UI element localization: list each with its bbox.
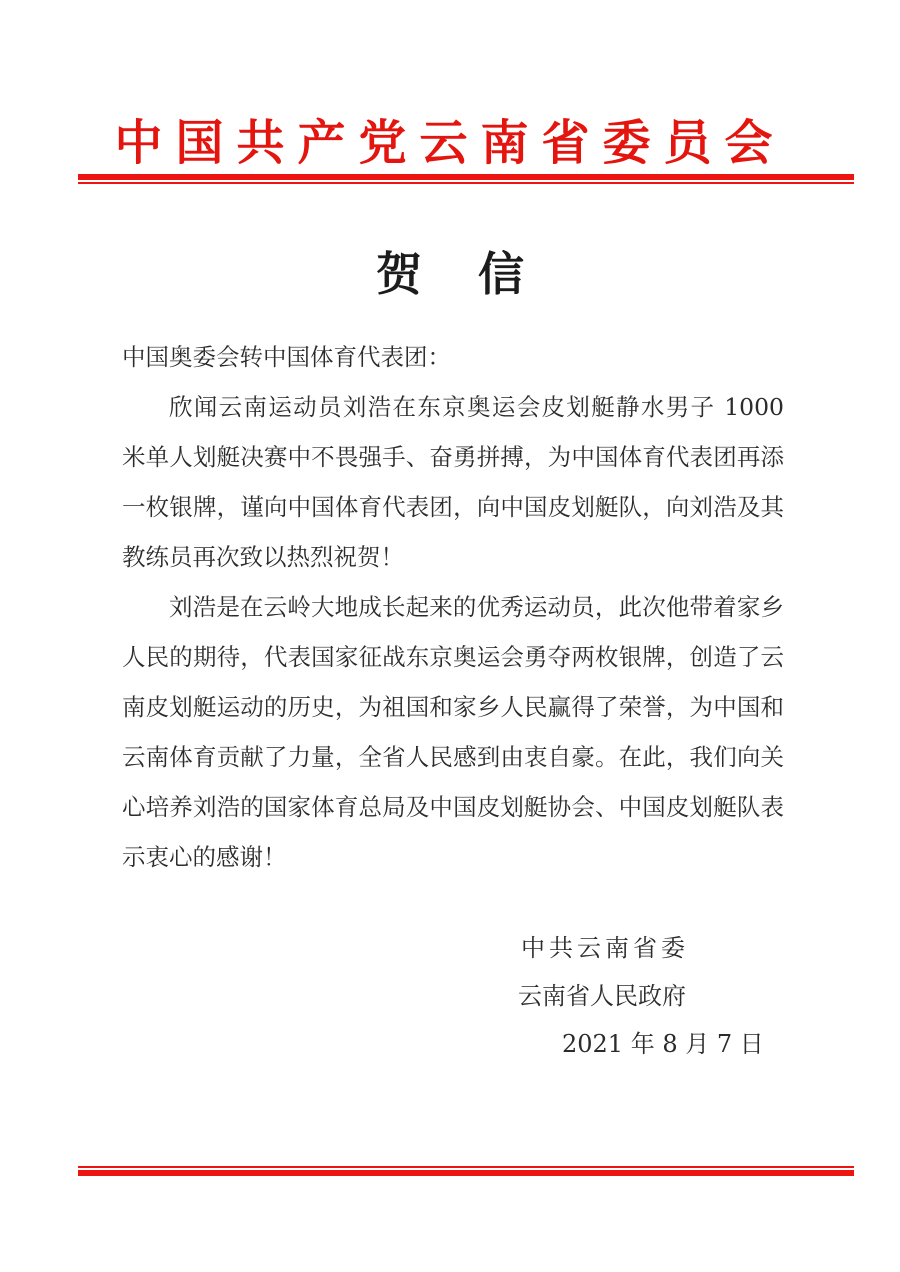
document-title [0,238,900,304]
bottom-rule-thick-line [78,1170,854,1176]
salutation: 中国奥委会转中国体育代表团： [122,343,451,371]
signature-date: 2021 年 8 月 7 日 [562,1030,764,1058]
title-char-2: 信 [478,247,524,301]
letter-body [122,332,784,882]
bottom-double-rule [78,1166,854,1176]
body-paragraph-2: 刘浩是在云岭大地成长起来的优秀运动员，此次他带着家乡人民的期待，代表国家征战东京奥运会勇夺两枚银牌，创造了云南皮划艇运动的历史，为祖国和家乡人民赢得了荣誉，为中国和云南体育贡献了力量，全省人民感到由衷自豪。在此，我们向关心培养刘浩的国家体育总局及中国皮划艇协会、中国皮划艇队表示衷心的感谢！ [122,593,784,871]
signature-party-committee: 中共云南省委 [521,934,689,962]
top-double-rule [78,174,854,184]
title-char-1: 贺 [376,247,422,301]
top-rule-thin-line [78,182,854,184]
body-paragraph-1: 欣闻云南运动员刘浩在东京奥运会皮划艇静水男子 1000 米单人划艇决赛中不畏强手、奋勇拼搏，为中国体育代表团再添一枚银牌，谨向中国体育代表团，向中国皮划艇队，向刘浩及其教练员再次致以热烈祝贺！ [122,393,784,571]
signature-provincial-government: 云南省人民政府 [518,982,686,1010]
letterhead-org-name: 中国共产党云南省委员会 [114,115,786,171]
